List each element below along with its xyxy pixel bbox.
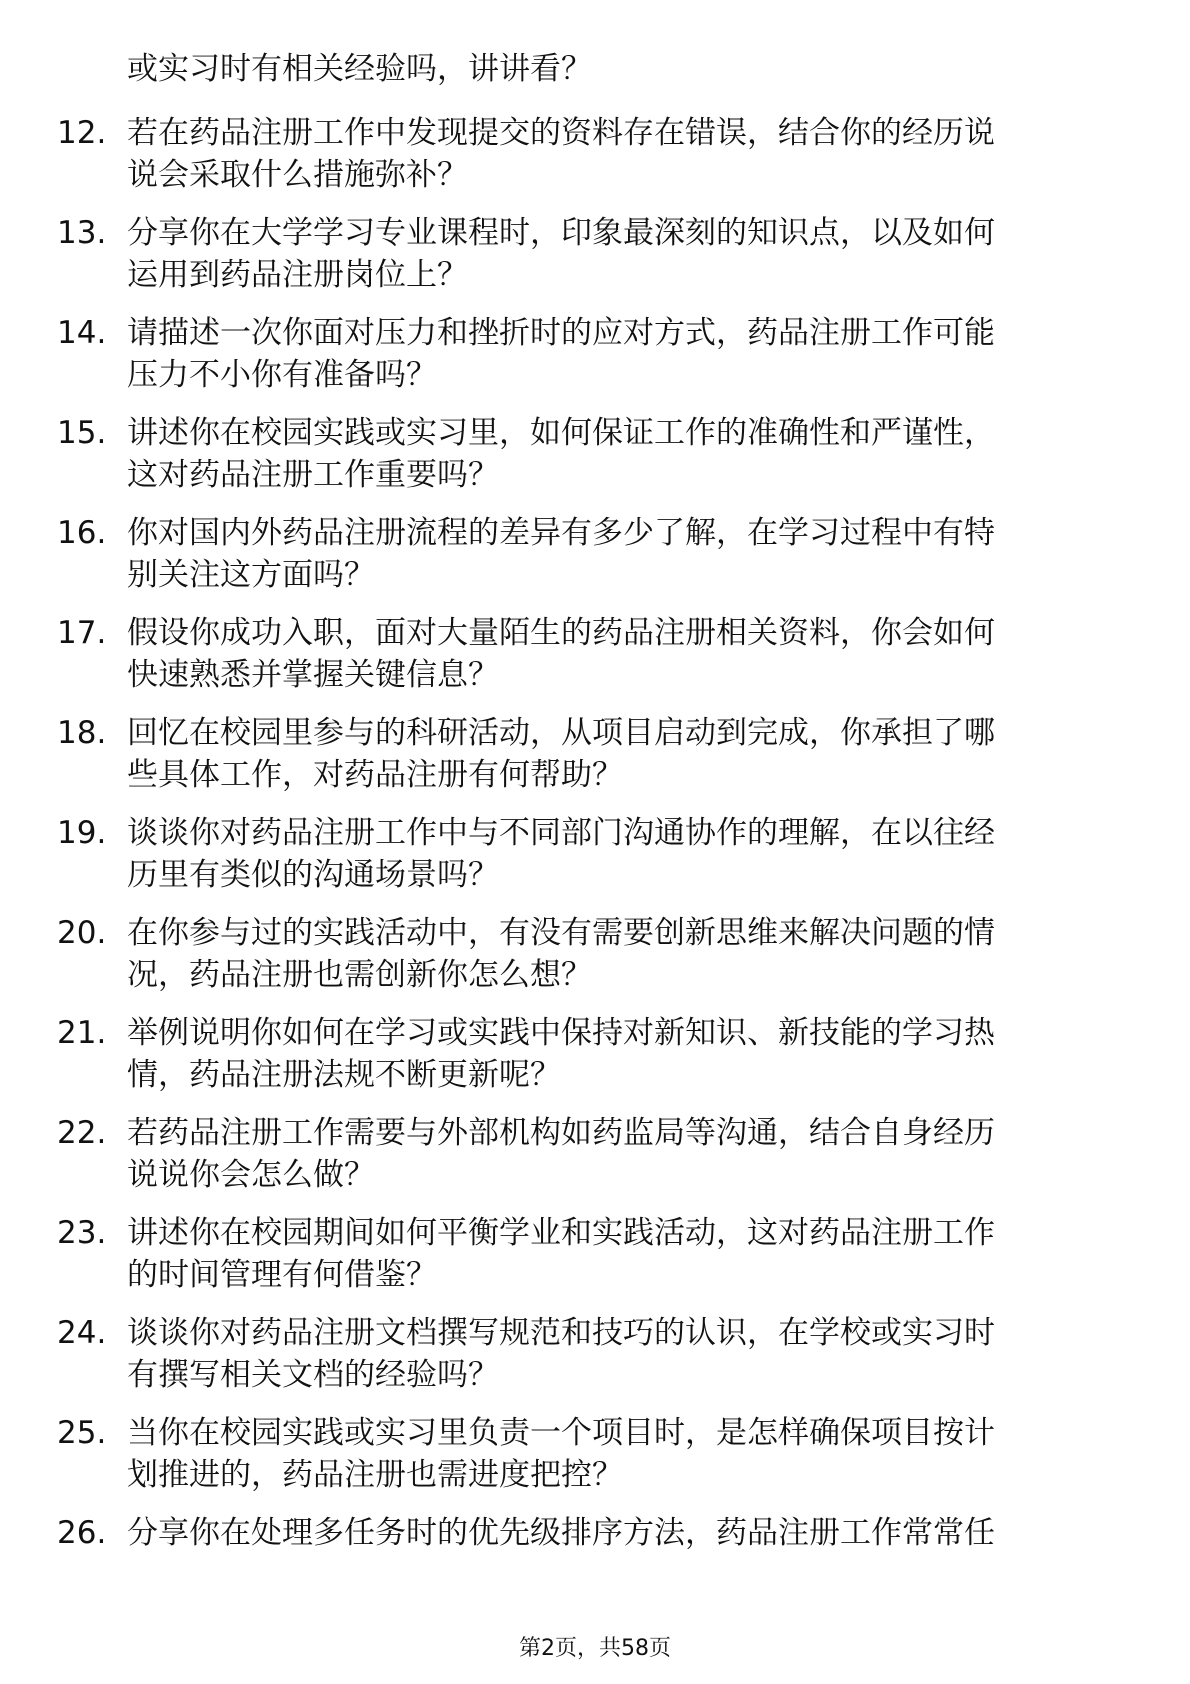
question-text-line: 回忆在校园里参与的科研活动，从项目启动到完成，你承担了哪 [127, 715, 995, 751]
question-text-line: 这对药品注册工作重要吗？ [127, 457, 499, 493]
question-text-line: 有撰写相关文档的经验吗？ [127, 1357, 499, 1393]
question-text-line: 压力不小你有准备吗？ [127, 357, 437, 393]
question-item [0, 512, 1190, 612]
question-number: 12. [57, 115, 107, 151]
question-number: 24. [57, 1315, 107, 1351]
question-text-line: 假设你成功入职，面对大量陌生的药品注册相关资料，你会如何 [127, 615, 995, 651]
question-item [0, 212, 1190, 312]
question-text-line: 运用到药品注册岗位上？ [127, 257, 468, 293]
question-number: 21. [57, 1015, 107, 1051]
question-item [0, 112, 1190, 212]
question-text-line: 况，药品注册也需创新你怎么想？ [127, 957, 592, 993]
question-text-line: 分享你在大学学习专业课程时，印象最深刻的知识点，以及如何 [127, 215, 995, 251]
question-text-line: 的时间管理有何借鉴？ [127, 1257, 437, 1293]
question-item [0, 912, 1190, 1012]
question-text-line: 在你参与过的实践活动中，有没有需要创新思维来解决问题的情 [127, 915, 995, 951]
question-text-line: 情，药品注册法规不断更新呢？ [127, 1057, 561, 1093]
question-number: 22. [57, 1115, 107, 1151]
question-item [0, 1012, 1190, 1112]
question-number: 17. [57, 615, 107, 651]
question-text-line: 当你在校园实践或实习里负责一个项目时，是怎样确保项目按计 [127, 1415, 995, 1451]
question-number: 26. [57, 1515, 107, 1551]
question-item [0, 712, 1190, 812]
question-text-line: 若在药品注册工作中发现提交的资料存在错误，结合你的经历说 [127, 115, 995, 151]
question-text-line: 若药品注册工作需要与外部机构如药监局等沟通，结合自身经历 [127, 1115, 995, 1151]
question-item [0, 1212, 1190, 1312]
question-item [0, 1412, 1190, 1512]
question-text-line: 讲述你在校园实践或实习里，如何保证工作的准确性和严谨性， [127, 415, 995, 451]
question-list [0, 112, 1190, 1612]
question-number: 20. [57, 915, 107, 951]
question-text-line: 讲述你在校园期间如何平衡学业和实践活动，这对药品注册工作 [127, 1215, 995, 1251]
question-item [0, 1312, 1190, 1412]
question-number: 25. [57, 1415, 107, 1451]
question-item [0, 312, 1190, 412]
page-footer: 第2页，共58页 [519, 1636, 671, 1661]
question-text-line: 说会采取什么措施弥补？ [127, 157, 468, 193]
question-text-line: 划推进的，药品注册也需进度把控？ [127, 1457, 623, 1493]
question-text-line: 举例说明你如何在学习或实践中保持对新知识、新技能的学习热 [127, 1015, 995, 1051]
question-number: 18. [57, 715, 107, 751]
question-text-line: 快速熟悉并掌握关键信息？ [127, 657, 499, 693]
question-number: 16. [57, 515, 107, 551]
question-text-line: 你对国内外药品注册流程的差异有多少了解，在学习过程中有特 [127, 515, 995, 551]
question-text-line: 历里有类似的沟通场景吗？ [127, 857, 499, 893]
continuation-text: 或实习时有相关经验吗，讲讲看？ [127, 51, 592, 87]
question-number: 13. [57, 215, 107, 251]
question-number: 19. [57, 815, 107, 851]
question-number: 15. [57, 415, 107, 451]
question-text-line: 别关注这方面吗？ [127, 557, 375, 593]
question-number: 23. [57, 1215, 107, 1251]
question-item [0, 1512, 1190, 1612]
question-text-line: 分享你在处理多任务时的优先级排序方法，药品注册工作常常任 [127, 1515, 995, 1551]
question-number: 14. [57, 315, 107, 351]
question-text-line: 谈谈你对药品注册文档撰写规范和技巧的认识，在学校或实习时 [127, 1315, 995, 1351]
question-item [0, 412, 1190, 512]
question-text-line: 请描述一次你面对压力和挫折时的应对方式，药品注册工作可能 [127, 315, 995, 351]
question-item [0, 1112, 1190, 1212]
question-text-line: 说说你会怎么做？ [127, 1157, 375, 1193]
question-text-line: 谈谈你对药品注册工作中与不同部门沟通协作的理解，在以往经 [127, 815, 995, 851]
question-text-line: 些具体工作，对药品注册有何帮助？ [127, 757, 623, 793]
question-item [0, 612, 1190, 712]
question-item [0, 812, 1190, 912]
